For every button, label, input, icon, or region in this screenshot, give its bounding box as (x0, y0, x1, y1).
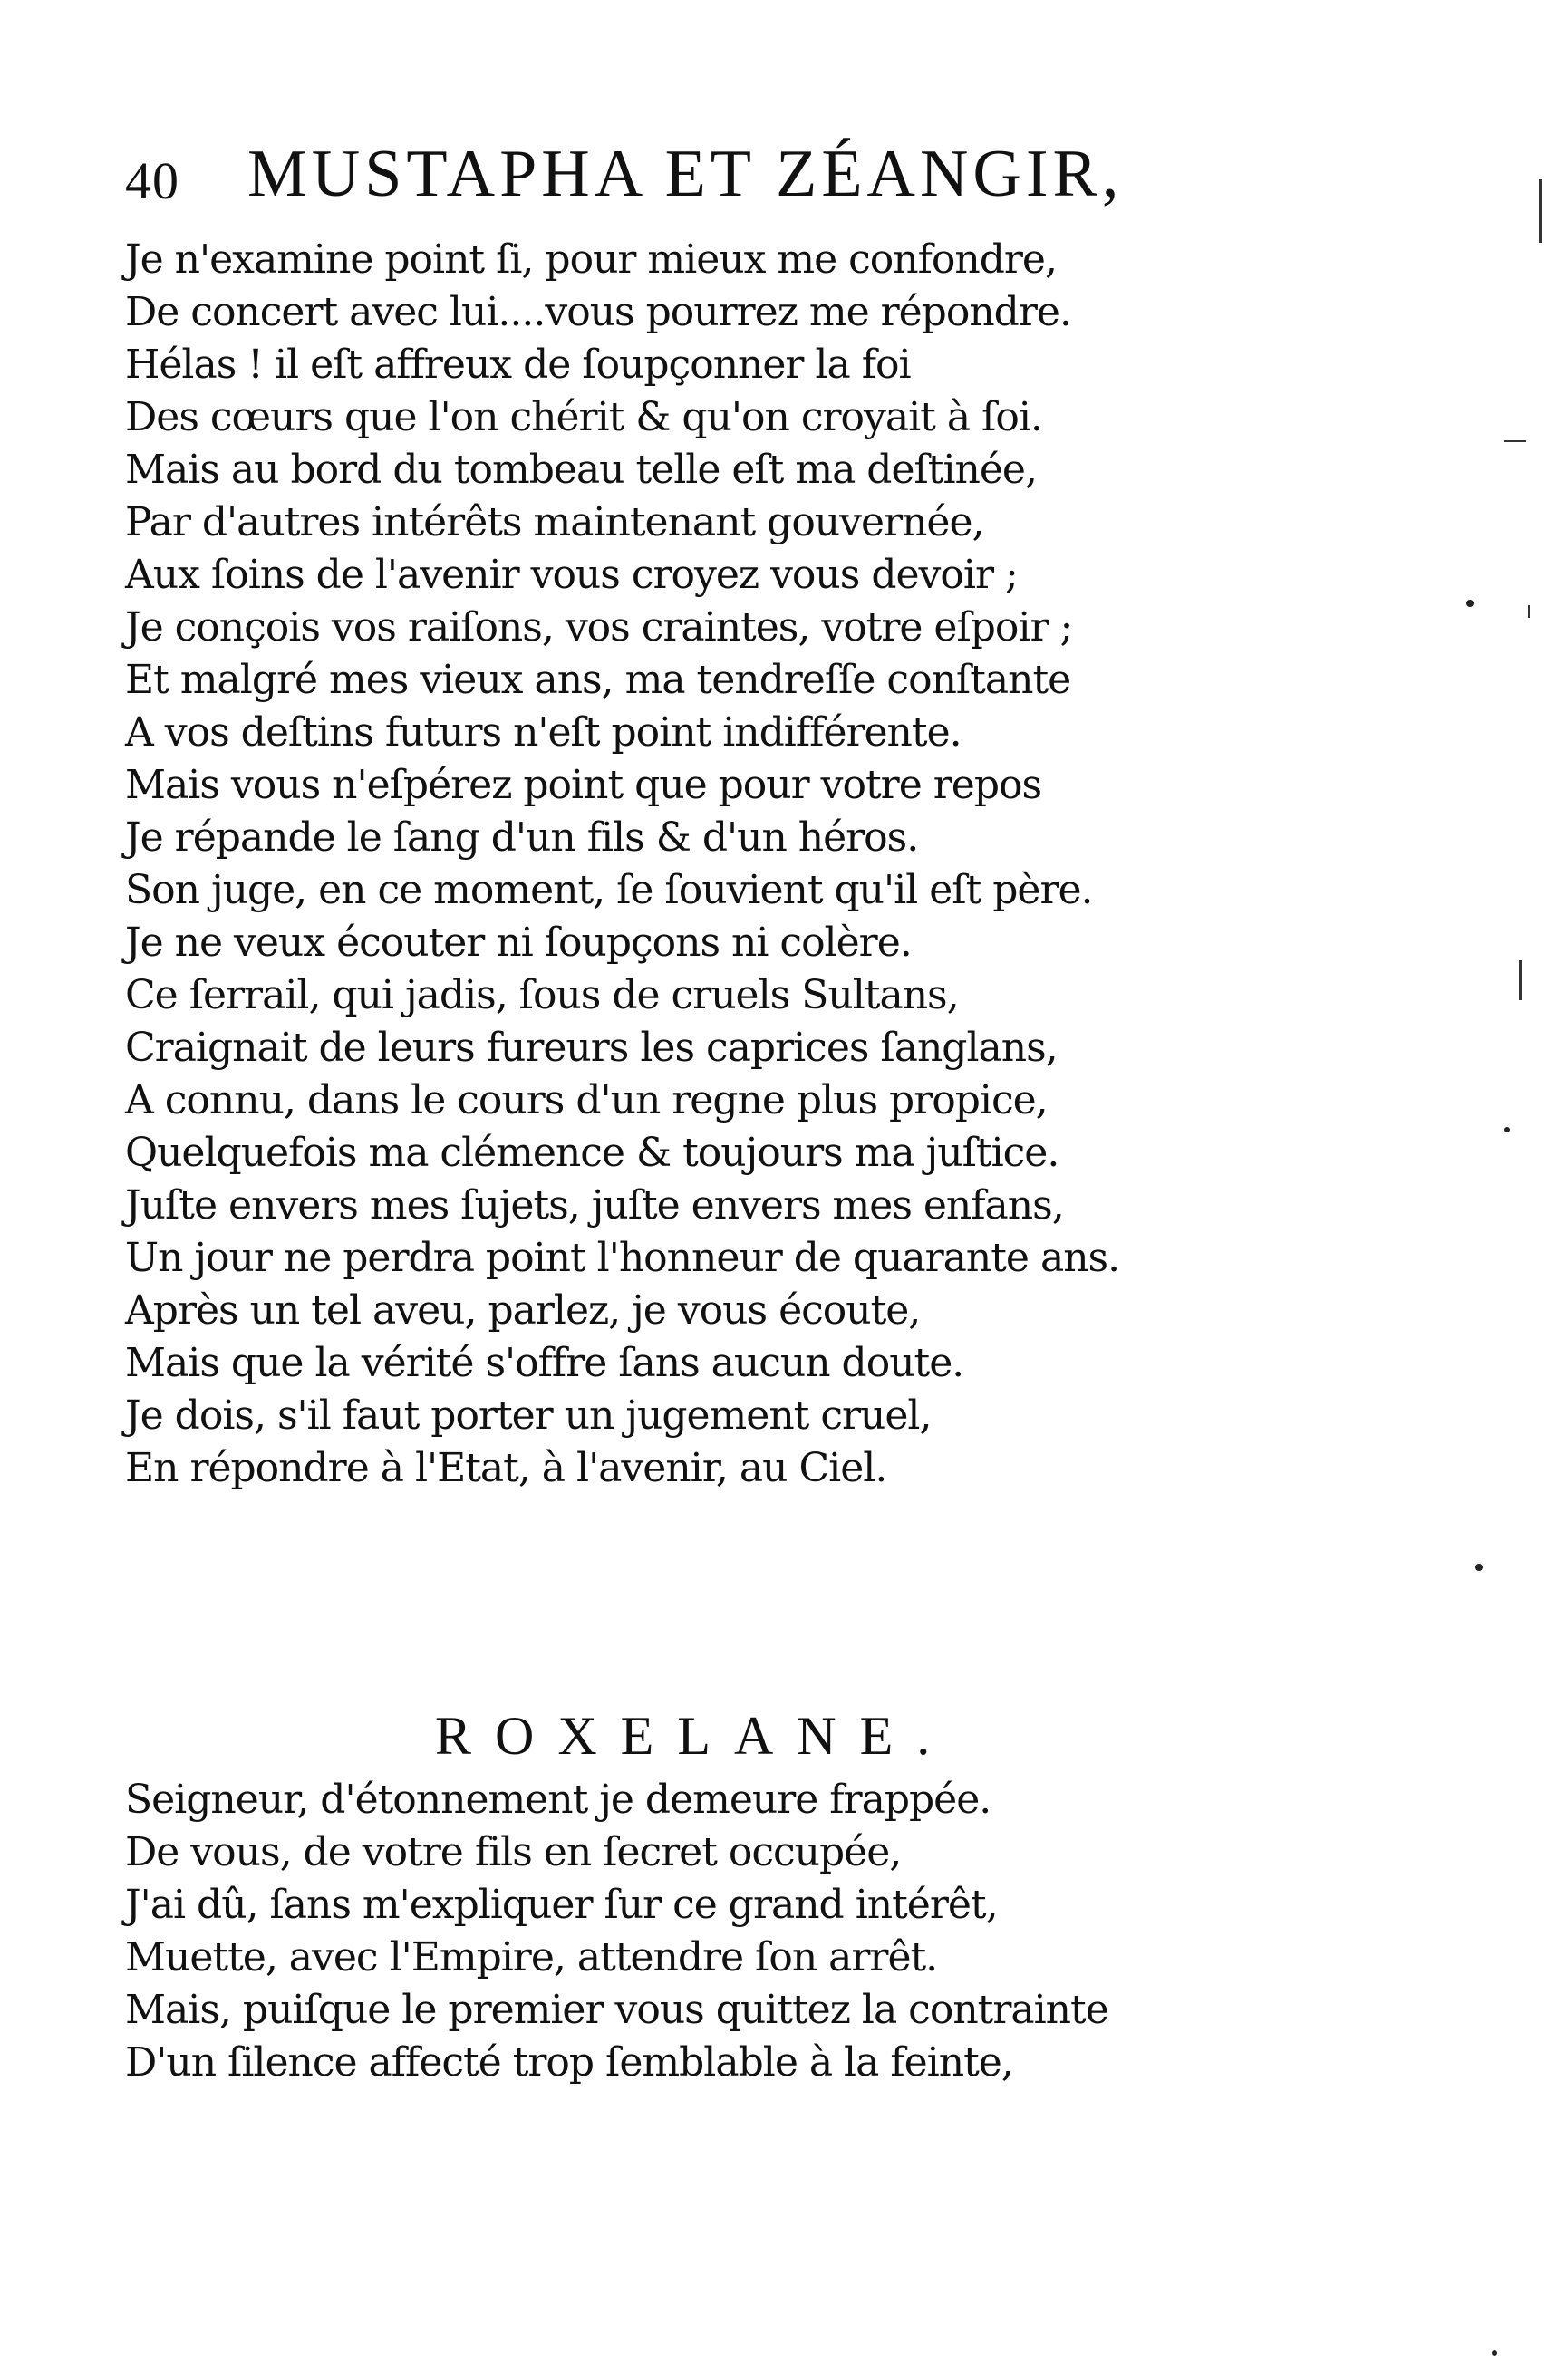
verse-line: Hélas ! il eſt affreux de ſoupçonner la foi (125, 342, 911, 388)
verse-line: A vos deſtins futurs n'eſt point indifférente. (125, 709, 962, 756)
verse-line: Mais vous n'eſpérez point que pour votre repos (125, 762, 1042, 808)
verse-line: Des cœurs que l'on chérit & qu'on croyait à ſoi. (125, 394, 1042, 440)
scan-speck (1475, 1564, 1483, 1571)
margin-mark (1528, 605, 1530, 618)
verse-line: Mais au bord du tombeau telle eſt ma deſtinée, (125, 447, 1037, 493)
verse-line: A connu, dans le cours d'un regne plus propice, (125, 1077, 1048, 1123)
speaker-name: ROXELANE. (435, 1706, 954, 1766)
verse-line: Mais que la vérité s'offre ſans aucun doute. (125, 1340, 964, 1386)
scan-speck (1466, 600, 1474, 607)
verse-block-zeangir-speech (125, 234, 1131, 1495)
verse-line: Je ne veux écouter ni ſoupçons ni colère. (125, 920, 912, 966)
verse-line: Quelquefois ma clémence & toujours ma juſtice. (125, 1130, 1059, 1176)
verse-line: Par d'autres intérêts maintenant gouvernée, (125, 499, 984, 545)
verse-line: Je répande le ſang d'un fils & d'un héros. (125, 814, 919, 861)
verse-block-roxelane-speech (125, 1774, 1131, 2089)
verse-line: Après un tel aveu, parlez, je vous écoute, (125, 1287, 921, 1334)
verse-line: Son juge, en ce moment, ſe ſouvient qu'il eſt père. (125, 867, 1093, 913)
verse-line: De vous, de votre fils en ſecret occupée, (125, 1829, 902, 1875)
verse-line: Et malgré mes vieux ans, ma tendreſſe conſtante (125, 657, 1071, 703)
margin-mark (1504, 440, 1526, 442)
verse-line: Mais, puiſque le premier vous quittez la contrainte (125, 1987, 1108, 2033)
verse-line: Seigneur, d'étonnement je demeure frappée. (125, 1777, 991, 1823)
verse-line: Je dois, s'il faut porter un jugement cruel, (125, 1392, 932, 1439)
running-title: MUSTAPHA ET ZÉANGIR, (247, 137, 1124, 211)
verse-line: J'ai dû, ſans m'expliquer ſur ce grand intérêt, (125, 1882, 998, 1928)
verse-line: Je conçois vos raiſons, vos craintes, votre eſpoir ; (125, 604, 1073, 650)
verse-line: Ce ſerrail, qui jadis, ſous de cruels Sultans, (125, 972, 959, 1018)
verse-line: Je n'examine point ſi, pour mieux me confondre, (125, 236, 1057, 283)
scan-speck (1504, 1127, 1510, 1132)
margin-mark (1519, 960, 1522, 1000)
verse-line: D'un ſilence affecté trop ſemblable à la feinte, (125, 2039, 1013, 2086)
margin-mark (1539, 179, 1542, 243)
running-head (125, 136, 1185, 217)
verse-line: Craignait de leurs fureurs les caprices ſanglans, (125, 1025, 1058, 1071)
verse-line: Muette, avec l'Empire, attendre ſon arrêt. (125, 1934, 938, 1980)
verse-line: Un jour ne perdra point l'honneur de quarante ans. (125, 1235, 1120, 1281)
verse-line: Aux ſoins de l'avenir vous croyez vous devoir ; (125, 552, 1018, 598)
verse-line: De concert avec lui....vous pourrez me répondre. (125, 289, 1071, 335)
scan-speck (1492, 2350, 1497, 2356)
page-number: 40 (125, 151, 179, 210)
verse-line: En répondre à l'Etat, à l'avenir, au Ciel. (125, 1445, 887, 1491)
verse-line: Juſte envers mes ſujets, juſte envers mes enfans, (125, 1182, 1064, 1229)
